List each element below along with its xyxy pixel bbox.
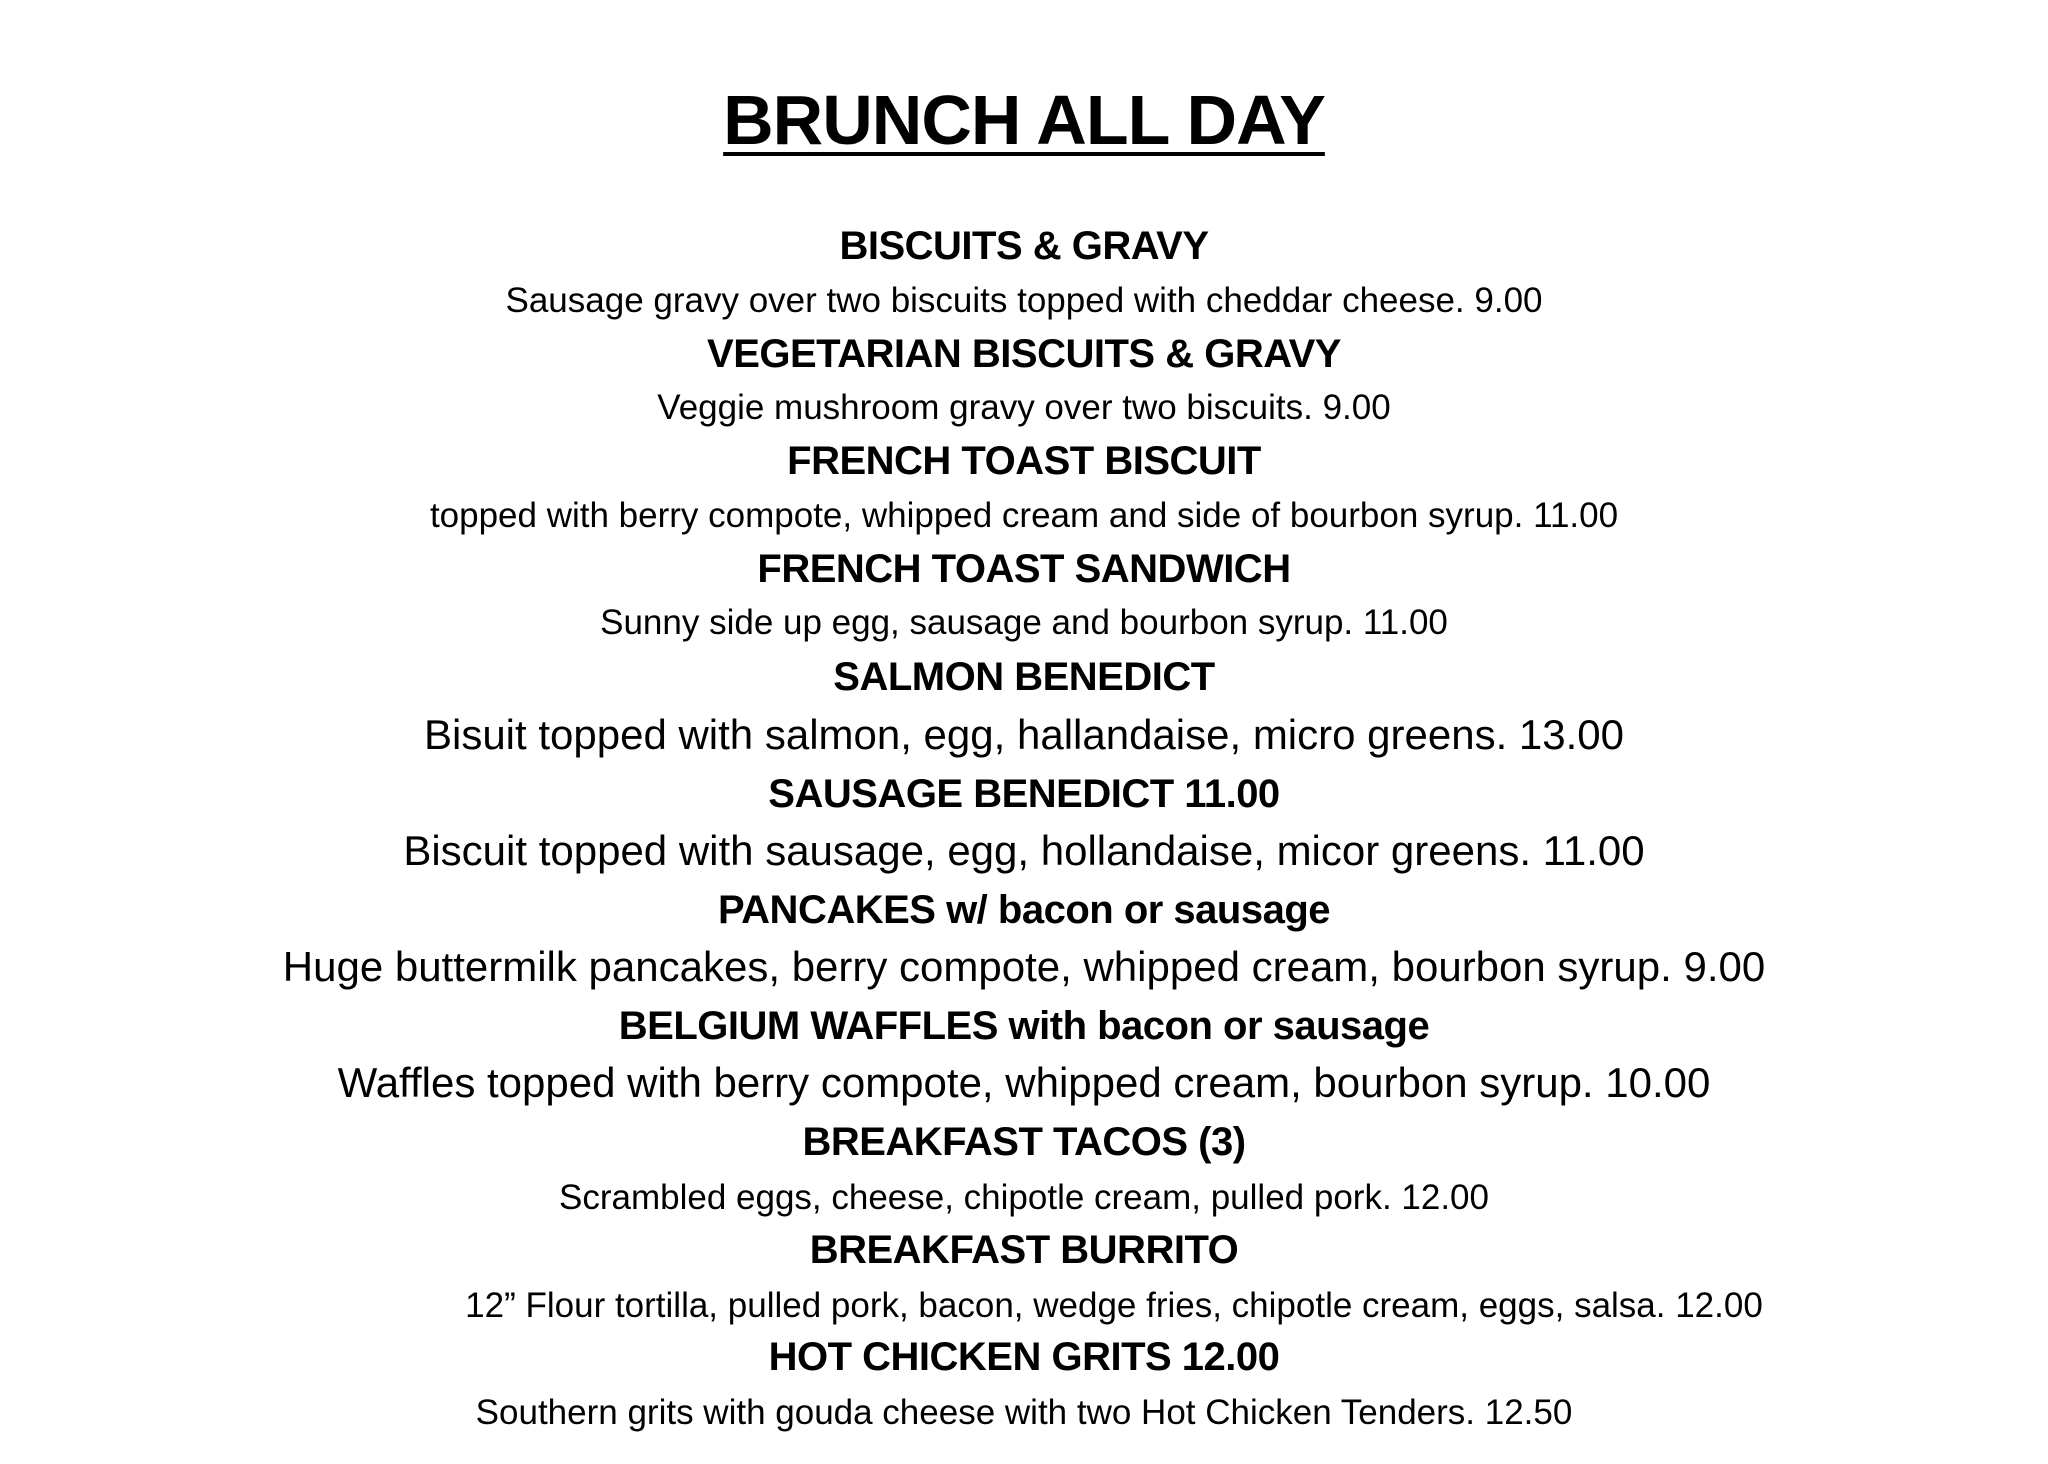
menu-item-name: HOT CHICKEN GRITS 12.00 (768, 1335, 1280, 1379)
menu-item-name: BREAKFAST TACOS (3) (802, 1120, 1246, 1164)
menu-item-name: BISCUITS & GRAVY (839, 224, 1209, 268)
menu-item-description: Bisuit topped with salmon, egg, hallandaise, micro greens. 13.00 (423, 711, 1625, 758)
menu-item-description: Biscuit topped with sausage, egg, hollandaise, micor greens. 11.00 (403, 827, 1645, 874)
menu-item-description: topped with berry compote, whipped cream and side of bourbon syrup. 11.00 (429, 496, 1619, 535)
menu-item-description: Southern grits with gouda cheese with two Hot Chicken Tenders. 12.50 (475, 1393, 1573, 1432)
menu-item-description: Huge buttermilk pancakes, berry compote, whipped cream, bourbon syrup. 9.00 (282, 943, 1766, 990)
menu-item-name: PANCAKES w/ bacon or sausage (717, 888, 1331, 932)
menu-title-wrapper (0, 78, 2048, 162)
menu-item-name: FRENCH TOAST BISCUIT (787, 439, 1261, 483)
menu-item-description: Veggie mushroom gravy over two biscuits. 9.00 (657, 388, 1391, 427)
menu-item-description: Sunny side up egg, sausage and bourbon syrup. 11.00 (600, 603, 1448, 642)
menu-item-name: VEGETARIAN BISCUITS & GRAVY (707, 332, 1341, 376)
menu-item-description: 12” Flour tortilla, pulled pork, bacon, wedge fries, chipotle cream, eggs, salsa. 12.00 (465, 1286, 1763, 1325)
menu-item-name: BELGIUM WAFFLES with bacon or sausage (618, 1004, 1430, 1048)
menu-item-description: Waffles topped with berry compote, whipped cream, bourbon syrup. 10.00 (337, 1059, 1711, 1106)
menu-item-name: SAUSAGE BENEDICT 11.00 (768, 772, 1280, 816)
menu-item-name: FRENCH TOAST SANDWICH (757, 547, 1291, 591)
menu-title: BRUNCH ALL DAY (723, 81, 1325, 159)
menu-item-name: SALMON BENEDICT (833, 655, 1215, 699)
menu-item-name: BREAKFAST BURRITO (809, 1228, 1239, 1272)
menu-item-description: Scrambled eggs, cheese, chipotle cream, pulled pork. 12.00 (559, 1178, 1489, 1217)
menu-item-description: Sausage gravy over two biscuits topped with cheddar cheese. 9.00 (505, 281, 1543, 320)
